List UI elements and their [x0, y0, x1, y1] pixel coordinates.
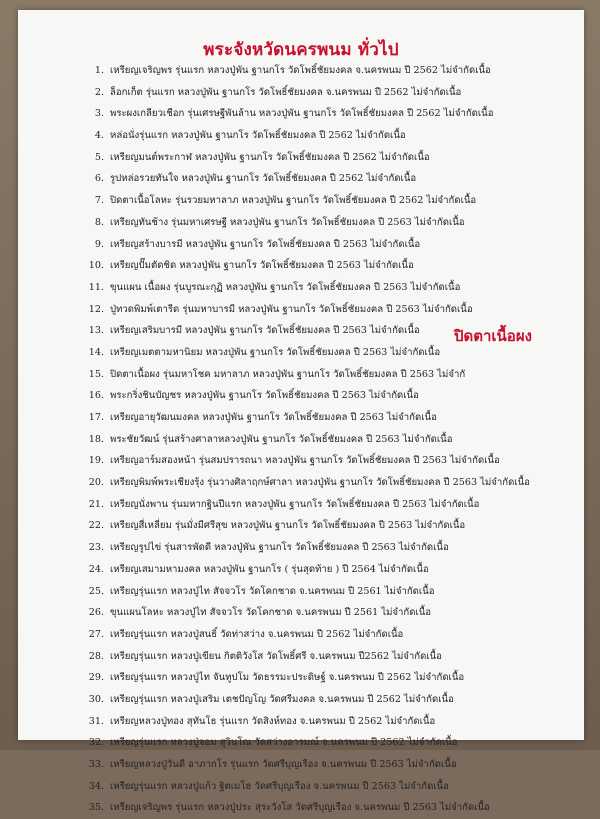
item-text: เหรียญเมตตามหานิยม หลวงปู่พัน ฐานกโร วัดโพธิ์ชัยมงคล ปี 2563 ไม่จำกัดเนื้อ — [110, 346, 441, 358]
item-number: 8. — [94, 216, 104, 228]
item-text: เหรียญมนต์พระกาฬ หลวงปู่พัน ฐานกโร วัดโพธิ์ชัยมงคล ปี 2562 ไม่จำกัดเนื้อ — [110, 151, 430, 163]
list-item — [86, 667, 566, 689]
list-item — [86, 299, 566, 321]
item-text: ล็อกเก็ต รุ่นแรก หลวงปู่พัน ฐานกโร วัดโพธิ์ชัยมงคล จ.นครพนม ปี 2562 ไม่จำกัดเนื้อ — [110, 86, 462, 98]
list-item — [86, 646, 566, 668]
list-item — [86, 60, 566, 82]
item-text: เหรียญรุ่นแรก หลวงปู่เสริม เตชปัญโญ วัดศรีมงคล จ.นครพนม ปี 2562 ไม่จำกัดเนื้อ — [110, 693, 454, 705]
item-number: 6. — [94, 173, 104, 185]
item-number: 4. — [94, 130, 104, 142]
item-text: เหรียญรุ่นแรก หลวงปู่เขียน กิตติวังโส วัดโพธิ์ศรี จ.นครพนม ปี2562 ไม่จำกัดเนื้อ — [110, 650, 442, 662]
item-text: เหรียญพิมพ์พระเชียงรุ้ง รุ่นวางศิลาฤกษ์ศาลา หลวงปู่พัน ฐานกโร วัดโพธิ์ชัยมงคล ปี 2563 ไม่จำกัดเนื้อ — [110, 477, 530, 489]
item-number: 24. — [88, 563, 104, 575]
item-number: 33. — [88, 759, 104, 770]
item-number: 5. — [94, 151, 104, 163]
item-text: เหรียญรุ่นแรก หลวงปู่สนธิ์ วัดท่าสว่าง จ.นครพนม ปี 2562 ไม่จำกัดเนื้อ — [110, 628, 404, 640]
list-item — [86, 624, 566, 646]
item-number: 28. — [88, 650, 104, 662]
item-number: 16. — [88, 390, 104, 402]
item-text: เหรียญนั่งพาน รุ่นมหากฐินปีแรก หลวงปู่พัน ฐานกโร วัดโพธิ์ชัยมงคล ปี 2563 ไม่จำกัดเนื้อ — [110, 498, 480, 510]
list-item — [86, 190, 566, 212]
list-item — [86, 602, 566, 624]
item-number: 13. — [88, 325, 104, 337]
item-text: เหรียญรุ่นแรก หลวงปู่ไท จันทูปโม วัดธรรมะประดิษฐ์ จ.นครพนม ปี 2562 ไม่จำกัดเนื้อ — [110, 672, 465, 684]
item-number: 20. — [88, 477, 104, 489]
item-text: เหรียญเจริญพร รุ่นแรก หลวงปู่ประ สุระวังโส วัดศรีบุญเรือง จ.นครพนม ปี 2563 ไม่จำกัดเนื้อ — [110, 802, 490, 814]
item-number: 3. — [94, 108, 104, 120]
list-item — [86, 407, 566, 429]
list-item — [86, 147, 566, 169]
list-item — [86, 494, 566, 516]
paper-sheet — [18, 10, 584, 814]
item-number: 22. — [88, 520, 104, 532]
item-number: 34. — [88, 780, 104, 792]
list-item — [86, 537, 566, 559]
item-number: 11. — [88, 281, 104, 293]
item-text: เหรียญหลวงปู่วันดี อาภากโร รุ่นแรก วัดศรีบุญเรือง จ.นครพนม ปี 2563 ไม่จำกัดเนื้อ — [110, 759, 457, 770]
handwritten-note: ปิดตาเนื้อผง — [454, 327, 532, 345]
item-number: 18. — [88, 433, 104, 445]
list-item — [86, 255, 566, 277]
list-item — [86, 711, 566, 733]
list-item — [86, 450, 566, 472]
item-text: เหรียญหลวงปู่ทอง สุทันโธ รุ่นแรก วัดสิงห์ทอง จ.นครพนม ปี 2562 ไม่จำกัดเนื้อ — [110, 715, 436, 727]
item-number: 15. — [88, 368, 104, 380]
list-item — [86, 125, 566, 147]
item-text: เหรียญทันช้าง รุ่นมหาเศรษฐี หลวงปู่พัน ฐานกโร วัดโพธิ์ชัยมงคล ปี 2563 ไม่จำกัดเนื้อ — [110, 216, 465, 228]
item-text: พระกริ่งชินบัญชร หลวงปู่พัน ฐานกโร วัดโพธิ์ชัยมงคล ปี 2563 ไม่จำกัดเนื้อ — [110, 390, 419, 402]
item-number: 9. — [94, 238, 104, 250]
list-item — [86, 797, 566, 819]
item-text: ขุนแผน เนื้อผง รุ่นบูรณะกุฏิ หลวงปู่พัน ฐานกโร วัดโพธิ์ชัยมงคล ปี 2563 ไม่จำกัดเนื้อ — [110, 281, 461, 293]
list-item — [86, 732, 566, 754]
list-item — [86, 689, 566, 711]
item-text: พระชัยวัฒน์ รุ่นสร้างศาลาหลวงปู่พัน ฐานกโร วัดโพธิ์ชัยมงคล ปี 2563 ไม่จำกัดเนื้อ — [110, 433, 453, 445]
list-item — [86, 168, 566, 190]
item-number: 32. — [88, 737, 104, 749]
item-text: เหรียญอายุวัฒนมงคล หลวงปู่พัน ฐานกโร วัดโพธิ์ชัยมงคล ปี 2563 ไม่จำกัดเนื้อ — [110, 412, 437, 423]
item-text: หล่อนั่งรุ่นแรก หลวงปู่พัน ฐานกโร วัดโพธิ์ชัยมงคล ปี 2562 ไม่จำกัดเนื้อ — [110, 130, 406, 142]
item-text: เหรียญรุ่นแรก หลวงปู่ไท สัจจวโร วัดโคกชาด จ.นครพนม ปี 2561 ไม่จำกัดเนื้อ — [110, 585, 435, 597]
list-item — [86, 581, 566, 603]
item-number: 12. — [88, 303, 104, 315]
item-text: เหรียญเสมามหามงคล หลวงปู่พัน ฐานกโร ( รุ่นสุดท้าย ) ปี 2564 ไม่จำกัดเนื้อ — [110, 563, 429, 575]
item-list — [86, 60, 566, 819]
item-text: ปู่ทวดพิมพ์เตารีด รุ่นมหาบารมี หลวงปู่พัน ฐานกโร วัดโพธิ์ชัยมงคล ปี 2563 ไม่จำกัดเนื้อ — [110, 303, 473, 315]
list-item — [86, 364, 566, 386]
item-number: 1. — [94, 65, 104, 76]
item-number: 19. — [88, 455, 104, 467]
item-text: พระผงเกลียวเชือก รุ่นเศรษฐีพันล้าน หลวงปู่พัน ฐานกโร วัดโพธิ์ชัยมงคล ปี 2562 ไม่จำกัดเนื้อ — [110, 108, 494, 120]
list-item — [86, 429, 566, 451]
item-text: รูปหล่อรวยทันใจ หลวงปู่พัน ฐานกโร วัดโพธิ์ชัยมงคล ปี 2562 ไม่จำกัดเนื้อ — [110, 173, 417, 185]
item-number: 29. — [88, 672, 104, 684]
item-number: 25. — [88, 585, 104, 597]
list-item — [86, 515, 566, 537]
item-number: 14. — [88, 346, 104, 358]
list-item — [86, 277, 566, 299]
item-number: 10. — [88, 260, 104, 272]
list-item — [86, 776, 566, 798]
item-number: 21. — [88, 498, 104, 510]
item-text: เหรียญเสริมบารมี หลวงปู่พัน ฐานกโร วัดโพธิ์ชัยมงคล ปี 2563 ไม่จำกัดเนื้อ — [110, 325, 420, 337]
list-item — [86, 559, 566, 581]
list-item — [86, 103, 566, 125]
item-number: 23. — [88, 542, 104, 554]
item-number: 31. — [88, 715, 104, 727]
item-text: เหรียญเจริญพร รุ่นแรก หลวงปู่พัน ฐานกโร วัดโพธิ์ชัยมงคล จ.นครพนม ปี 2562 ไม่จำกัดเนื้อ — [110, 65, 491, 76]
item-text: เหรียญอาร์มสองหน้า รุ่นสมปรารถนา หลวงปู่พัน ฐานกโร วัดโพธิ์ชัยมงคล ปี 2563 ไม่จำกัดเนื้อ — [110, 455, 500, 467]
list-item — [86, 754, 566, 776]
item-text: เหรียญรุ่นแรก หลวงปู่แก้ว ฐิตเมโธ วัดศรีบุญเรือง จ.นครพนม ปี 2563 ไม่จำกัดเนื้อ — [110, 780, 449, 792]
item-number: 17. — [88, 412, 104, 423]
item-text: เหรียญปั๊มตัดชิด หลวงปู่พัน ฐานกโร วัดโพธิ์ชัยมงคล ปี 2563 ไม่จำกัดเนื้อ — [110, 260, 414, 272]
list-item — [86, 385, 566, 407]
item-number: 2. — [94, 86, 104, 98]
item-text: เหรียญสร้างบารมี หลวงปู่พัน ฐานกโร วัดโพธิ์ชัยมงคล ปี 2563 ไม่จำกัดเนื้อ — [110, 238, 421, 250]
item-number: 35. — [88, 802, 104, 814]
item-text: ขุนแผนโลหะ หลวงปู่ไท สัจจวโร วัดโคกชาด จ.นครพนม ปี 2561 ไม่จำกัดเนื้อ — [110, 607, 432, 619]
list-item — [86, 472, 566, 494]
list-item — [86, 212, 566, 234]
document-title: พระจังหวัดนครพนม ทั่วไป — [203, 40, 399, 60]
item-number: 26. — [88, 607, 104, 619]
item-text: ปิดตาเนื้อโลหะ รุ่นรวยมหาลาภ หลวงปู่พัน ฐานกโร วัดโพธิ์ชัยมงคล ปี 2562 ไม่จำกัดเนื้อ — [110, 195, 477, 207]
item-text: เหรียญรูปไข่ รุ่นสารพัดดี หลวงปู่พัน ฐานกโร วัดโพธิ์ชัยมงคล ปี 2563 ไม่จำกัดเนื้อ — [110, 542, 449, 554]
item-number: 7. — [94, 195, 104, 207]
item-text: ปิดตาเนื้อผง รุ่นมหาโชค มหาลาภ หลวงปู่พัน ฐานกโร วัดโพธิ์ชัยมงคล ปี 2563 ไม่จำกั — [110, 368, 466, 380]
item-number: 30. — [88, 693, 104, 705]
item-text: เหรียญสี่เหลี่ยม รุ่นมั่งมีศรีสุข หลวงปู่พัน ฐานกโร วัดโพธิ์ชัยมงคล ปี 2563 ไม่จำกัดเนื้อ — [110, 520, 466, 532]
list-item — [86, 234, 566, 256]
list-item — [86, 82, 566, 104]
item-text: เหรียญรุ่นแรก หลวงปู่จอม สุวินโณ วัดสว่างอารมณ์ จ.นครพนม ปี 2562 ไม่จำกัดเนื้อ — [110, 737, 458, 749]
item-number: 27. — [88, 628, 104, 640]
